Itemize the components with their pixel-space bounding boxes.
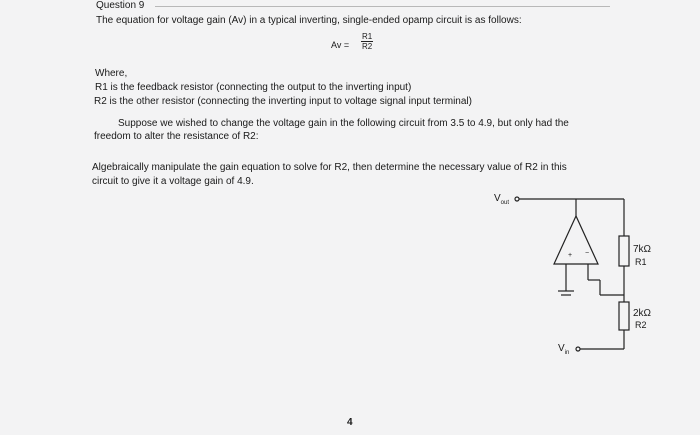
vin-terminal — [576, 347, 580, 351]
suppose-line-2: freedom to alter the resistance of R2: — [94, 131, 259, 142]
suppose-line-1: Suppose we wished to change the voltage gain in the following circuit from 3.5 to 4.9, but only had the — [118, 118, 569, 129]
page-number: 4 — [347, 417, 353, 428]
formula-numerator: R1 — [362, 32, 373, 41]
where-label: Where, — [95, 68, 128, 79]
formula-denominator: R2 — [362, 42, 373, 51]
r2-name-label: R2 — [635, 320, 647, 330]
r2-resistor — [619, 302, 629, 330]
equation-intro: The equation for voltage gain (Av) in a typical inverting, single-ended opamp circuit is as follows: — [96, 15, 522, 26]
algebra-line-2: circuit to give it a voltage gain of 4.9. — [92, 176, 254, 187]
opamp-symbol — [554, 216, 598, 264]
vout-label: $V_{out}$ — [494, 193, 510, 206]
r1-name-label: R1 — [635, 257, 647, 267]
algebra-line-1: Algebraically manipulate the gain equation to solve for R2, then determine the necessary value of R2 in this — [92, 162, 567, 173]
r1-resistor — [619, 236, 629, 266]
plus-sign: + — [568, 252, 573, 259]
question-title: Question 9 — [96, 0, 145, 11]
r2-value-label: 2kΩ — [633, 308, 652, 319]
minus-sign: − — [585, 250, 590, 257]
r1-definition: R1 is the feedback resistor (connecting the output to the inverting input) — [95, 82, 412, 93]
r1-value-label: 7kΩ — [633, 244, 652, 255]
vout-terminal — [515, 197, 519, 201]
vin-label: $V_{in}$ — [558, 343, 570, 356]
r2-definition: R2 is the other resistor (connecting the inverting input to voltage signal input terminal) — [94, 96, 472, 107]
formula-lhs: Av = — [331, 40, 350, 50]
